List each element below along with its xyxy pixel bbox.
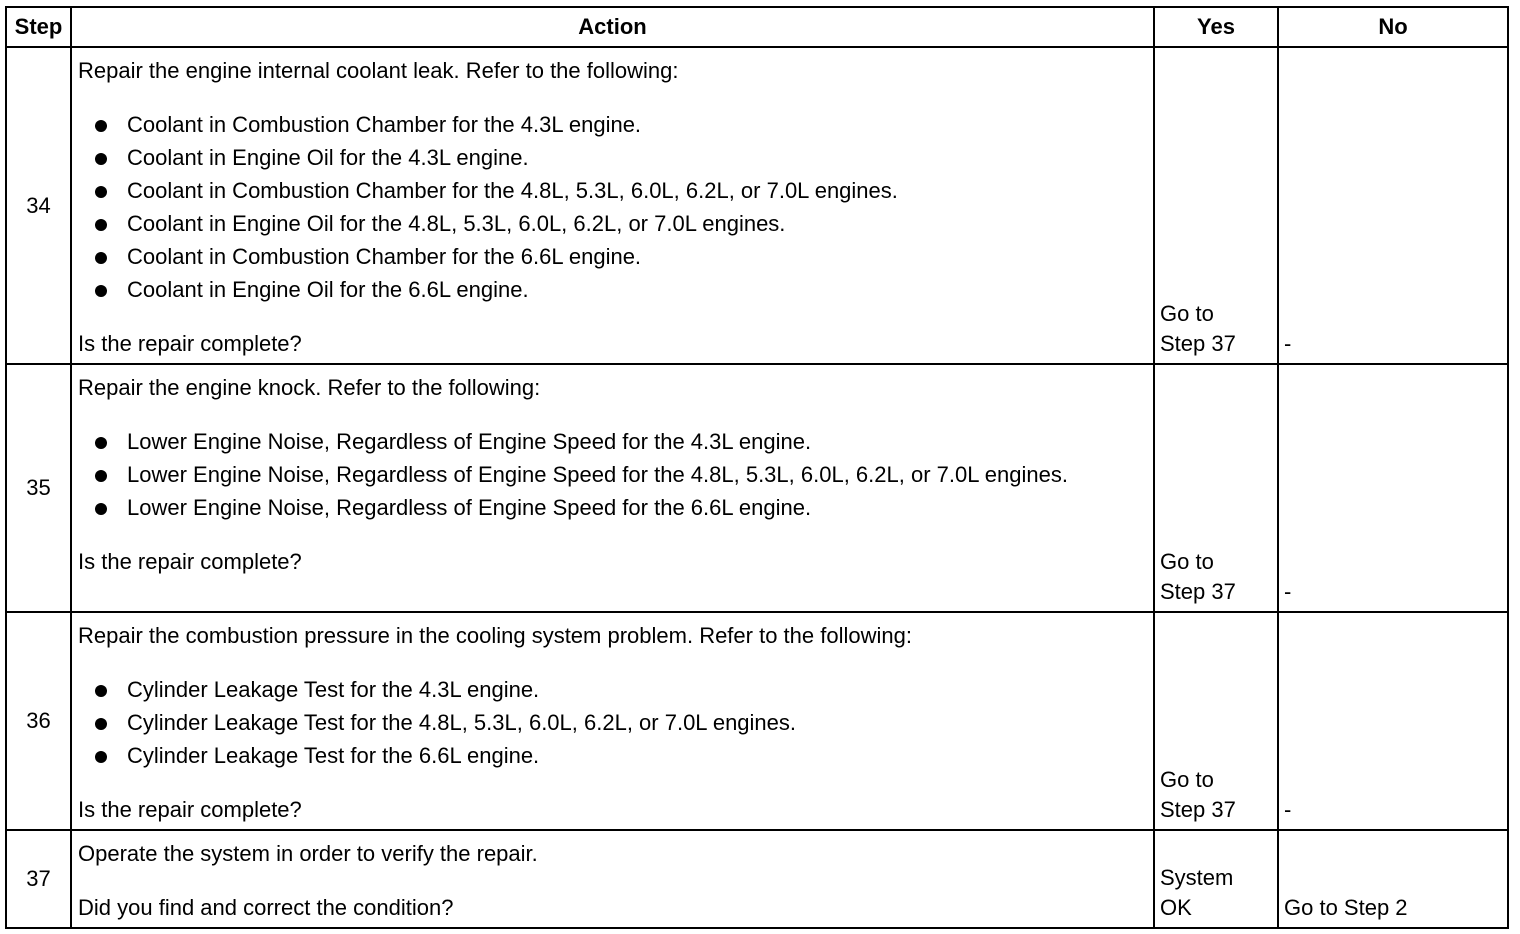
yes-cell — [1154, 47, 1278, 364]
yes-line: Go to — [1160, 301, 1214, 326]
header-no: No — [1278, 7, 1508, 47]
no-text: - — [1284, 579, 1292, 604]
header-row — [6, 7, 1508, 47]
list-item: Coolant in Combustion Chamber for the 4.8L, 5.3L, 6.0L, 6.2L, or 7.0L engines. — [78, 176, 1147, 206]
yes-cell — [1154, 612, 1278, 830]
diagnostic-table — [5, 6, 1509, 929]
header-action: Action — [71, 7, 1154, 47]
list-item: Coolant in Engine Oil for the 4.3L engine. — [78, 143, 1147, 173]
table-row — [6, 364, 1508, 612]
reference-list — [78, 110, 1147, 305]
action-intro: Repair the engine internal coolant leak. Refer to the following: — [78, 58, 679, 83]
yes-line: Step 37 — [1160, 331, 1236, 356]
reference-list — [78, 427, 1147, 523]
step-number: 37 — [6, 830, 71, 928]
yes-line: System — [1160, 865, 1234, 890]
step-number: 36 — [6, 612, 71, 830]
table-row — [6, 830, 1508, 928]
yes-line: Go to — [1160, 549, 1214, 574]
no-text: - — [1284, 797, 1292, 822]
yes-line: Step 37 — [1160, 579, 1236, 604]
table-row — [6, 612, 1508, 830]
list-item: Cylinder Leakage Test for the 4.3L engine. — [78, 675, 1147, 705]
no-cell — [1278, 612, 1508, 830]
action-intro: Repair the engine knock. Refer to the following: — [78, 375, 541, 400]
action-intro: Operate the system in order to verify the repair. — [78, 841, 538, 866]
list-item: Cylinder Leakage Test for the 6.6L engine. — [78, 741, 1147, 771]
no-text: Go to Step 2 — [1284, 895, 1408, 920]
list-item: Coolant in Engine Oil for the 6.6L engine. — [78, 275, 1147, 305]
no-cell — [1278, 47, 1508, 364]
action-question: Did you find and correct the condition? — [78, 895, 454, 920]
list-item: Lower Engine Noise, Regardless of Engine Speed for the 4.3L engine. — [78, 427, 1147, 457]
action-question: Is the repair complete? — [78, 331, 302, 356]
list-item: Cylinder Leakage Test for the 4.8L, 5.3L, 6.0L, 6.2L, or 7.0L engines. — [78, 708, 1147, 738]
action-intro: Repair the combustion pressure in the cooling system problem. Refer to the following: — [78, 623, 912, 648]
header-step: Step — [6, 7, 71, 47]
list-item: Coolant in Combustion Chamber for the 4.3L engine. — [78, 110, 1147, 140]
header-yes: Yes — [1154, 7, 1278, 47]
no-cell — [1278, 364, 1508, 612]
yes-line: Step 37 — [1160, 797, 1236, 822]
list-item: Lower Engine Noise, Regardless of Engine Speed for the 6.6L engine. — [78, 493, 1147, 523]
table-row — [6, 47, 1508, 364]
yes-cell — [1154, 830, 1278, 928]
no-text: - — [1284, 331, 1292, 356]
action-cell — [71, 830, 1154, 928]
step-number: 34 — [6, 47, 71, 364]
yes-line: Go to — [1160, 767, 1214, 792]
action-question: Is the repair complete? — [78, 549, 302, 574]
reference-list — [78, 675, 1147, 771]
action-question: Is the repair complete? — [78, 797, 302, 822]
no-cell — [1278, 830, 1508, 928]
list-item: Coolant in Engine Oil for the 4.8L, 5.3L, 6.0L, 6.2L, or 7.0L engines. — [78, 209, 1147, 239]
action-cell — [71, 47, 1154, 364]
list-item: Coolant in Combustion Chamber for the 6.6L engine. — [78, 242, 1147, 272]
list-item: Lower Engine Noise, Regardless of Engine Speed for the 4.8L, 5.3L, 6.0L, 6.2L, or 7.0L engines. — [78, 460, 1147, 490]
step-number: 35 — [6, 364, 71, 612]
yes-line: OK — [1160, 895, 1192, 920]
action-cell — [71, 612, 1154, 830]
action-cell — [71, 364, 1154, 612]
yes-cell — [1154, 364, 1278, 612]
